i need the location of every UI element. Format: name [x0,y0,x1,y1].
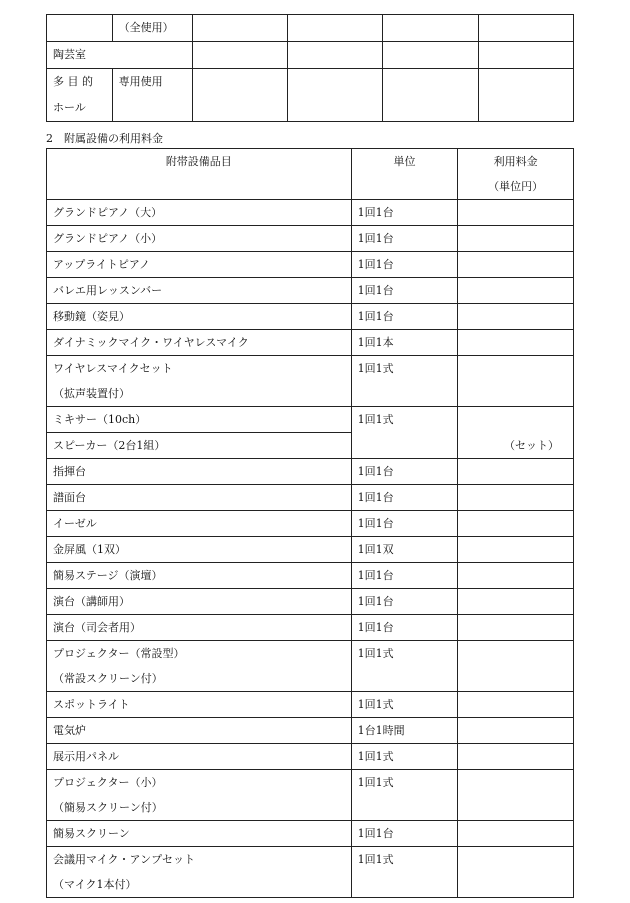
unit-cell: 1回1台 [351,511,458,537]
table-row [47,847,574,898]
table-row [47,563,574,589]
fee-cell [458,252,574,278]
table-row [47,69,574,122]
fee-cell [458,641,574,692]
table-row [47,537,574,563]
facility-name-line2: ホール [53,101,86,114]
item-cell: 簡易スクリーン [47,821,352,847]
equipment-fee-table [46,148,574,898]
fee-cell [458,356,574,407]
table-cell [192,69,287,122]
table-cell [287,42,382,69]
item-line2: （常設スクリーン付） [53,672,163,685]
table-row [47,42,574,69]
item-cell: 譜面台 [47,485,352,511]
item-line2: （簡易スクリーン付） [53,801,163,814]
item-cell: 移動鏡（姿見） [47,304,352,330]
item-line1: 会議用マイク・アンプセット [53,853,196,866]
table-cell [383,42,478,69]
fee-cell [458,847,574,898]
table-row [47,226,574,252]
fee-cell [458,744,574,770]
fee-cell [458,563,574,589]
table-cell [47,15,113,42]
item-cell [47,356,352,407]
unit-cell: 1回1式 [351,770,458,821]
unit-cell: 1回1台 [351,589,458,615]
fee-cell [458,485,574,511]
table-cell [192,42,287,69]
unit-cell: 1回1式 [351,847,458,898]
table-header-row [47,149,574,200]
unit-cell: 1回1台 [351,252,458,278]
table-row [47,15,574,42]
header-fee [458,149,574,200]
item-cell: グランドピアノ（大） [47,200,352,226]
item-line1: プロジェクター（小） [53,776,163,789]
facility-fee-table [46,14,574,122]
item-cell: 展示用パネル [47,744,352,770]
unit-cell: 1回1台 [351,304,458,330]
table-row [47,485,574,511]
fee-cell [458,770,574,821]
table-row [47,641,574,692]
table-cell: 専用使用 [112,69,192,122]
item-cell: 演台（講師用） [47,589,352,615]
table-cell [287,15,382,42]
unit-cell: 1回1台 [351,615,458,641]
fee-cell [458,459,574,485]
item-cell [47,641,352,692]
fee-cell [458,692,574,718]
table-cell [478,42,573,69]
table-row [47,718,574,744]
unit-cell: 1回1本 [351,330,458,356]
table-cell [478,69,573,122]
table-row [47,252,574,278]
facility-name-line1: 多 目 的 [53,75,93,88]
table-cell [383,69,478,122]
table-cell [287,69,382,122]
table-row [47,330,574,356]
item-cell: スピーカー（2台1組） [47,433,352,459]
table-cell [478,15,573,42]
unit-cell: 1回1台 [351,226,458,252]
table-row [47,200,574,226]
fee-cell [458,511,574,537]
item-cell: イーゼル [47,511,352,537]
unit-cell: 1回1式 [351,641,458,692]
fee-cell [458,615,574,641]
table-row [47,407,574,433]
item-cell: バレエ用レッスンバー [47,278,352,304]
unit-cell: 1回1台 [351,563,458,589]
item-line2: （マイク1本付） [53,878,137,891]
table-row [47,770,574,821]
table-cell: （全使用） [112,15,192,42]
item-cell: 演台（司会者用） [47,615,352,641]
fee-cell [458,537,574,563]
table-cell: 陶芸室 [47,42,193,69]
table-row [47,459,574,485]
unit-cell: 1台1時間 [351,718,458,744]
fee-cell [458,718,574,744]
table-row [47,356,574,407]
fee-cell [458,278,574,304]
fee-cell [458,589,574,615]
unit-cell: 1回1台 [351,200,458,226]
table-row [47,615,574,641]
fee-cell: （セット） [458,407,574,459]
unit-cell: 1回1台 [351,459,458,485]
unit-cell: 1回1台 [351,485,458,511]
item-cell: スポットライト [47,692,352,718]
item-line2: （拡声装置付） [53,387,130,400]
item-cell: 電気炉 [47,718,352,744]
fee-cell [458,330,574,356]
fee-cell [458,821,574,847]
item-cell: 金屏風（1双） [47,537,352,563]
item-cell: グランドピアノ（小） [47,226,352,252]
fee-cell [458,200,574,226]
item-cell [47,847,352,898]
item-line1: ワイヤレスマイクセット [53,362,173,375]
header-fee-line2: （単位円） [488,180,544,193]
table-row [47,511,574,537]
unit-cell: 1回1式 [351,692,458,718]
table-row [47,278,574,304]
table-row [47,744,574,770]
item-line1: プロジェクター（常設型） [53,647,185,660]
unit-cell: 1回1式 [351,407,458,459]
fee-cell [458,304,574,330]
unit-cell: 1回1双 [351,537,458,563]
section-heading: 2 附属設備の利用料金 [46,132,163,145]
item-cell: ダイナミックマイク・ワイヤレスマイク [47,330,352,356]
unit-cell: 1回1式 [351,744,458,770]
header-fee-line1: 利用料金 [493,155,538,168]
table-cell [192,15,287,42]
unit-cell: 1回1台 [351,821,458,847]
item-cell: ミキサー（10ch） [47,407,352,433]
table-row [47,304,574,330]
item-cell: 簡易ステージ（演壇） [47,563,352,589]
table-row [47,589,574,615]
table-cell [47,69,113,122]
unit-cell: 1回1式 [351,356,458,407]
unit-cell: 1回1台 [351,278,458,304]
item-cell [47,770,352,821]
table-row [47,821,574,847]
header-item: 附帯設備品目 [47,149,352,200]
header-unit: 単位 [351,149,458,200]
table-cell [383,15,478,42]
item-cell: アップライトピアノ [47,252,352,278]
fee-cell [458,226,574,252]
table-row [47,692,574,718]
item-cell: 指揮台 [47,459,352,485]
